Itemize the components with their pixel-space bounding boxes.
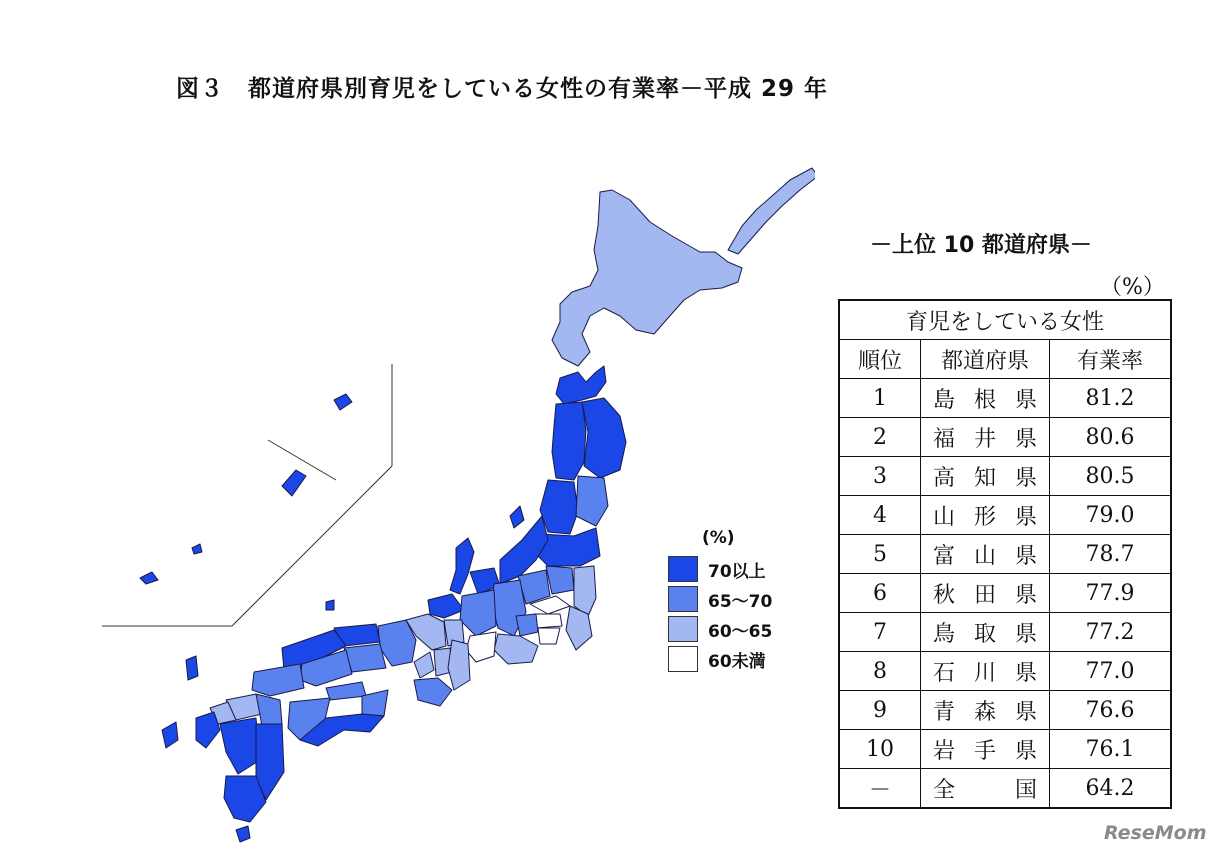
col-header-pref: 都道府県 bbox=[921, 340, 1050, 379]
total-pref-label: 全 国 bbox=[933, 777, 1037, 803]
region-northern-islands bbox=[728, 168, 815, 254]
pref-cell bbox=[921, 652, 1050, 691]
region-wakayama bbox=[414, 678, 452, 706]
table-row bbox=[839, 496, 1171, 535]
col-header-rank: 順位 bbox=[839, 340, 921, 379]
table-row bbox=[839, 652, 1171, 691]
region-ibaraki bbox=[574, 566, 596, 616]
legend-label: 60～65 bbox=[708, 621, 773, 642]
pref-label: 山形県 bbox=[933, 504, 1037, 530]
table-row bbox=[839, 379, 1171, 418]
rate-cell: 76.6 bbox=[1050, 691, 1172, 730]
region-akita bbox=[552, 402, 586, 480]
legend-label: 70以上 bbox=[708, 561, 766, 582]
pref-cell bbox=[921, 574, 1050, 613]
pref-label: 島根県 bbox=[933, 387, 1037, 413]
rate-cell: 76.1 bbox=[1050, 730, 1172, 769]
table-row bbox=[839, 730, 1171, 769]
legend-label: 60未満 bbox=[708, 651, 766, 672]
total-rank: － bbox=[839, 769, 921, 809]
rate-cell: 81.2 bbox=[1050, 379, 1172, 418]
region-tokyo bbox=[534, 614, 562, 628]
legend-swatch bbox=[668, 616, 698, 642]
legend-item bbox=[668, 614, 772, 644]
table-row bbox=[839, 535, 1171, 574]
ranking-rows bbox=[839, 379, 1171, 769]
rate-cell: 80.6 bbox=[1050, 418, 1172, 457]
region-okinawa-1 bbox=[334, 394, 352, 410]
pref-cell bbox=[921, 535, 1050, 574]
total-pref bbox=[921, 769, 1050, 809]
legend-swatch bbox=[668, 586, 698, 612]
legend-item bbox=[668, 554, 772, 584]
table-row-total bbox=[839, 769, 1171, 809]
pref-cell bbox=[921, 418, 1050, 457]
group-header: 育児をしている女性 bbox=[839, 300, 1171, 340]
table-row bbox=[839, 418, 1171, 457]
table-row bbox=[839, 457, 1171, 496]
rank-cell: 7 bbox=[839, 613, 921, 652]
rank-cell: 9 bbox=[839, 691, 921, 730]
pref-cell bbox=[921, 496, 1050, 535]
region-tochigi bbox=[546, 566, 574, 594]
total-rate: 64.2 bbox=[1050, 769, 1172, 809]
pref-cell bbox=[921, 730, 1050, 769]
region-hokkaido bbox=[552, 190, 742, 366]
region-yamanashi bbox=[516, 614, 538, 636]
map-legend bbox=[668, 528, 772, 674]
rank-cell: 1 bbox=[839, 379, 921, 418]
col-header-rate: 有業率 bbox=[1050, 340, 1172, 379]
table-row bbox=[839, 691, 1171, 730]
legend-item bbox=[668, 644, 772, 674]
legend-label: 65～70 bbox=[708, 591, 773, 612]
region-okinawa-2 bbox=[282, 470, 306, 496]
ranking-table bbox=[838, 299, 1172, 809]
region-yamaguchi bbox=[252, 664, 304, 696]
region-iwate bbox=[582, 398, 626, 478]
rank-cell: 3 bbox=[839, 457, 921, 496]
region-fukui bbox=[428, 594, 464, 618]
region-kumamoto bbox=[220, 718, 260, 774]
region-aichi bbox=[466, 632, 496, 662]
legend-swatch bbox=[668, 646, 698, 672]
pref-label: 福井県 bbox=[933, 426, 1037, 452]
region-ishikawa bbox=[450, 538, 474, 594]
region-kagawa bbox=[326, 682, 366, 700]
table-unit: （%） bbox=[1100, 275, 1165, 300]
rank-cell: 8 bbox=[839, 652, 921, 691]
region-goto bbox=[162, 722, 178, 748]
region-mie bbox=[448, 640, 470, 690]
region-aomori bbox=[556, 366, 606, 404]
region-yamagata bbox=[540, 480, 578, 534]
pref-label: 秋田県 bbox=[933, 582, 1037, 608]
region-shizuoka bbox=[494, 634, 538, 664]
rank-cell: 10 bbox=[839, 730, 921, 769]
region-tsushima bbox=[186, 656, 198, 680]
legend-unit: (%) bbox=[702, 528, 735, 548]
watermark-logo: ReseMom bbox=[1104, 822, 1207, 844]
rank-cell: 5 bbox=[839, 535, 921, 574]
japan-choropleth-map bbox=[95, 155, 815, 855]
rate-cell: 79.0 bbox=[1050, 496, 1172, 535]
pref-cell bbox=[921, 691, 1050, 730]
legend-item bbox=[668, 584, 772, 614]
rank-cell: 6 bbox=[839, 574, 921, 613]
rank-cell: 4 bbox=[839, 496, 921, 535]
pref-label: 青森県 bbox=[933, 699, 1037, 725]
region-okinawa-3 bbox=[140, 572, 158, 584]
region-osaka bbox=[414, 652, 434, 678]
rate-cell: 77.0 bbox=[1050, 652, 1172, 691]
region-yakushima bbox=[236, 826, 250, 842]
region-oita bbox=[256, 694, 282, 726]
rate-cell: 80.5 bbox=[1050, 457, 1172, 496]
figure-title: 図３ 都道府県別育児をしている女性の有業率－平成 29 年 bbox=[176, 76, 829, 102]
rank-cell: 2 bbox=[839, 418, 921, 457]
region-miyagi bbox=[576, 476, 608, 526]
rate-cell: 77.9 bbox=[1050, 574, 1172, 613]
region-oki bbox=[326, 600, 334, 610]
pref-label: 富山県 bbox=[933, 543, 1037, 569]
pref-label: 石川県 bbox=[933, 660, 1037, 686]
pref-label: 岩手県 bbox=[933, 738, 1037, 764]
rate-cell: 78.7 bbox=[1050, 535, 1172, 574]
region-kanagawa bbox=[538, 628, 560, 644]
pref-cell bbox=[921, 613, 1050, 652]
region-okinawa-4 bbox=[192, 544, 202, 554]
legend-swatch bbox=[668, 556, 698, 582]
table-row bbox=[839, 613, 1171, 652]
region-gifu bbox=[460, 590, 496, 636]
pref-label: 高知県 bbox=[933, 465, 1037, 491]
region-sado bbox=[510, 506, 524, 528]
rate-cell: 77.2 bbox=[1050, 613, 1172, 652]
pref-label: 鳥取県 bbox=[933, 621, 1037, 647]
table-heading: －上位 10 都道府県－ bbox=[870, 233, 1092, 258]
pref-cell bbox=[921, 457, 1050, 496]
pref-cell bbox=[921, 379, 1050, 418]
table-row bbox=[839, 574, 1171, 613]
